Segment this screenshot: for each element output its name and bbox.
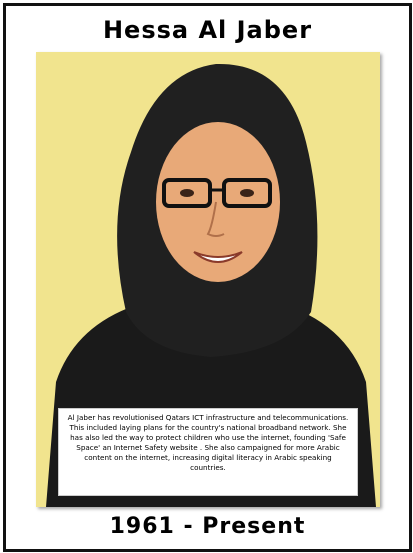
poster-frame — [3, 3, 412, 552]
poster-title: Hessa Al Jaber — [102, 16, 313, 44]
portrait-photo — [36, 52, 380, 507]
life-dates: 1961 - Present — [109, 514, 306, 539]
biography-caption: Al Jaber has revolutionised Qatars ICT infrastructure and telecommunications. This included laying plans for the country's national broadband network. She has also led the way to protect children who use the internet, founding 'Safe Space' an Internet Safety website . She also campaigned for more Arabic content on the internet, increasing digital literacy in Arabic speaking countries. — [58, 408, 358, 496]
